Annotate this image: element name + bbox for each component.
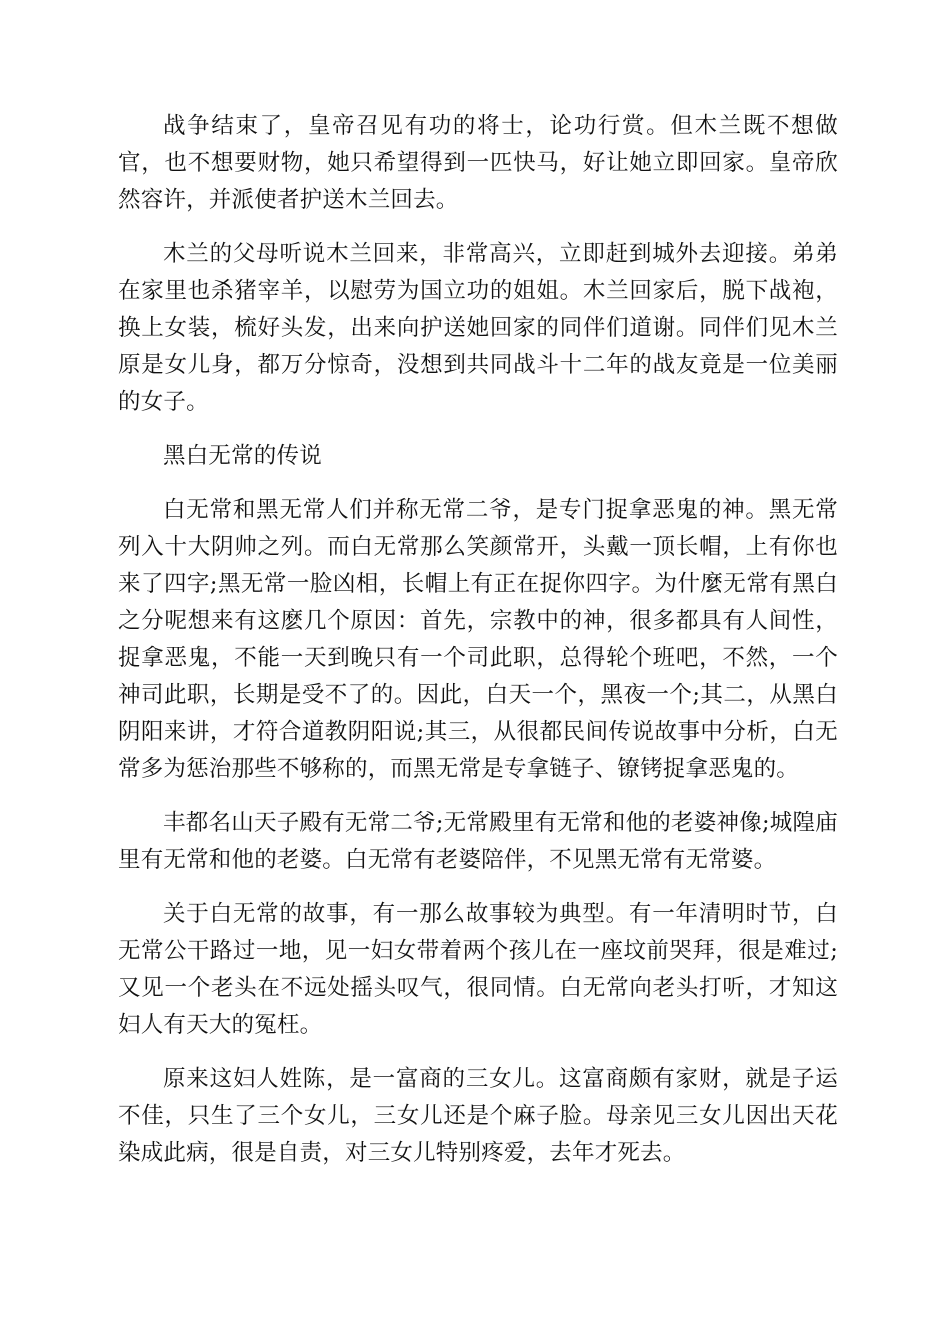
paragraph: 关于白无常的故事，有一那么故事较为典型。有一年清明时节，白无常公干路过一地，见一妇女带着两个孩儿在一座坟前哭拜，很是难过;又见一个老头在不远处摇头叹气，很同情。白无常向老头打听，才知这妇人有天大的冤枉。 — [118, 901, 838, 1038]
paragraph: 丰都名山天子殿有无常二爷;无常殿里有无常和他的老婆神像;城隍庙里有无常和他的老婆。白无常有老婆陪伴，不见黑无常有无常婆。 — [118, 810, 838, 873]
paragraph: 木兰的父母听说木兰回来，非常高兴，立即赶到城外去迎接。弟弟在家里也杀猪宰羊，以慰劳为国立功的姐姐。木兰回家后，脱下战袍，换上女装，梳好头发，出来向护送她回家的同伴们道谢。同伴们见木兰原是女儿身，都万分惊奇，没想到共同战斗十二年的战友竟是一位美丽的女子。 — [118, 241, 838, 415]
section-title: 黑白无常的传说 — [163, 443, 322, 469]
document-body — [118, 108, 838, 1189]
paragraph: 战争结束了，皇帝召见有功的将士，论功行赏。但木兰既不想做官，也不想要财物，她只希望得到一匹快马，好让她立即回家。皇帝欣然容许，并派使者护送木兰回去。 — [118, 113, 838, 213]
paragraph: 原来这妇人姓陈，是一富商的三女儿。这富商颇有家财，就是子运不佳，只生了三个女儿，三女儿还是个麻子脸。母亲见三女儿因出天花染成此病，很是自责，对三女儿特别疼爱，去年才死去。 — [118, 1066, 838, 1166]
paragraph: 白无常和黑无常人们并称无常二爷，是专门捉拿恶鬼的神。黑无常列入十大阴帅之列。而白无常那么笑颜常开，头戴一顶长帽，上有你也来了四字;黑无常一脸凶相，长帽上有正在捉你四字。为什麼无常有黑白之分呢想来有这麽几个原因：首先，宗教中的神，很多都具有人间性，捉拿恶鬼，不能一天到晚只有一个司此职，总得轮个班吧，不然，一个神司此职，长期是受不了的。因此，白天一个，黑夜一个;其二，从黑白阴阳来讲，才符合道教阴阳说;其三，从很都民间传说故事中分析，白无常多为惩治那些不够称的，而黑无常是专拿链子、镣铐捉拿恶鬼的。 — [118, 497, 838, 782]
